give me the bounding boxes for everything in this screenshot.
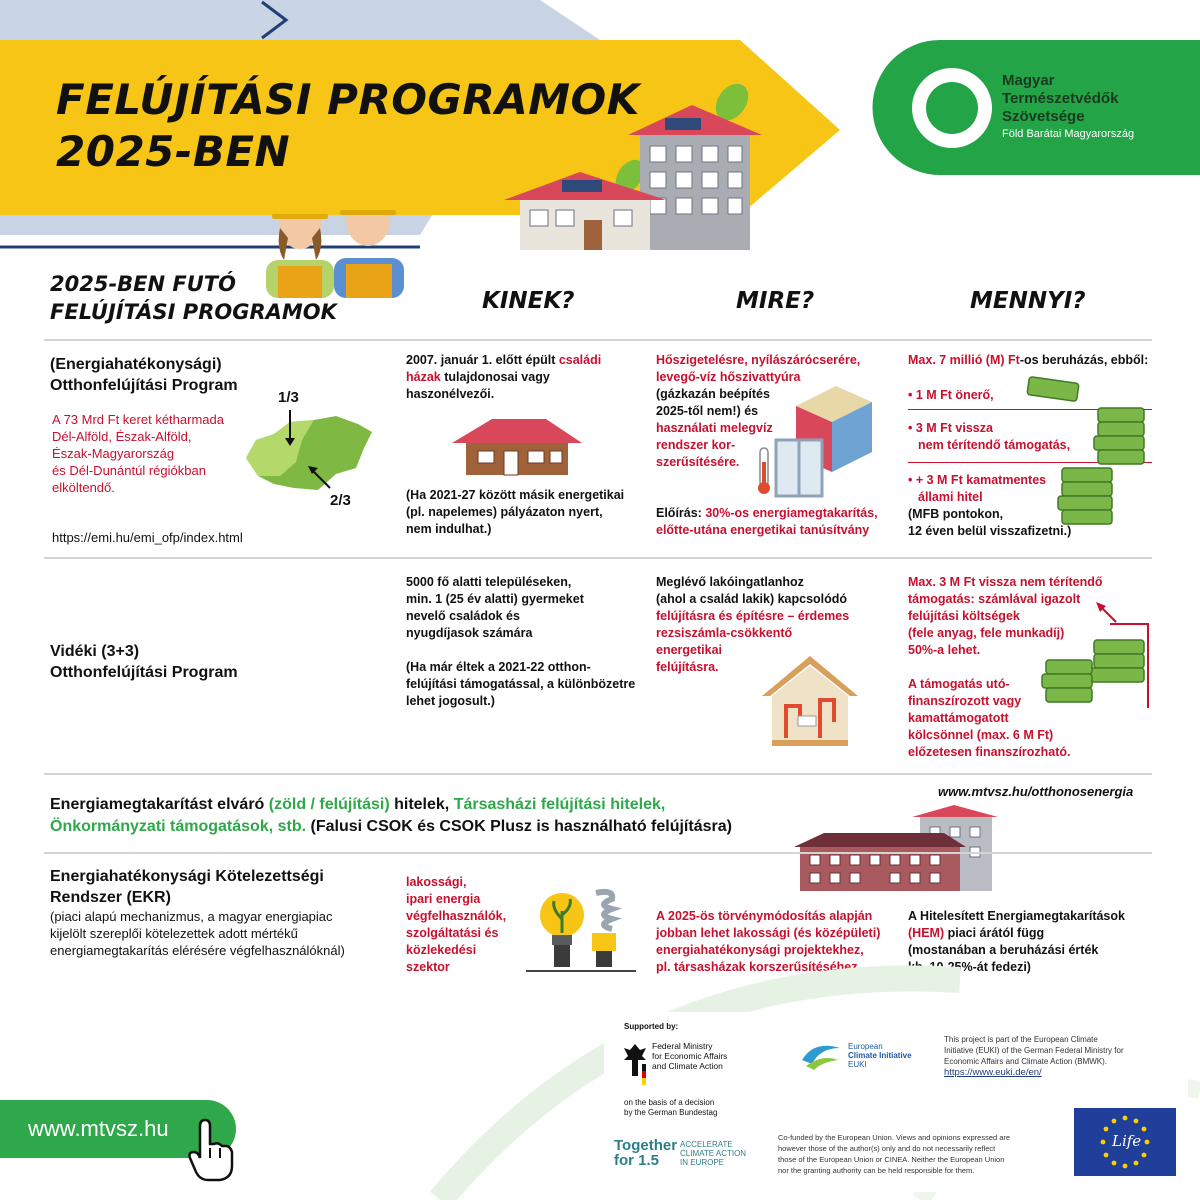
loans-text-c: hitelek, (389, 796, 454, 813)
apartment-blocks-icon (794, 805, 1000, 893)
euki-line-3: EUKI (848, 1060, 867, 1069)
insulation-window-icon (756, 382, 878, 500)
who-text-a: 2007. január 1. előtt épült (406, 353, 559, 367)
who-text-c: házak (406, 370, 441, 384)
program1-name-line-2: Otthonfelújítási Program (50, 377, 238, 394)
life-label: Life (1112, 1132, 1142, 1150)
euki-logo-icon (800, 1038, 842, 1072)
title-line-1: FELÚJÍTÁSI PROGRAMOK (56, 75, 640, 124)
column-header-who: KINEK? (482, 288, 575, 314)
bundestag-line-2: by the German Bundestag (624, 1108, 718, 1117)
who-note-line-2: (pl. napelemes) pályázaton nyert, (406, 505, 603, 519)
program2-name (50, 641, 238, 683)
org-logo-text (1002, 72, 1134, 142)
budget-line-5: elköltendő. (52, 480, 115, 495)
p2-who-line-3: nevelő családok és (406, 609, 520, 623)
eu-life-flag (1074, 1108, 1176, 1176)
program2-who (406, 574, 646, 642)
org-name-line-2: Természetvédők (1002, 90, 1119, 107)
program2-who-note (406, 659, 646, 710)
map-label-two-thirds: 2/3 (330, 492, 351, 509)
p2-money-line-10: előzetesen finanszírozható. (908, 745, 1071, 759)
buildings-illustration (500, 80, 770, 252)
euki-text-line-2: Initiative (EUKI) of the German Federal Ministry for (944, 1046, 1124, 1055)
accel-line-2: CLIMATE ACTION (680, 1149, 747, 1158)
p2-who-line-2: min. 1 (25 év alatti) gyermeket (406, 592, 584, 606)
p2-who-note-3: lehet jogosult.) (406, 694, 495, 708)
grant-line-2: nem térítendő támogatás, (918, 438, 1071, 452)
p2-money-line-2: támogatás: számlával igazolt (908, 592, 1081, 606)
program1-requirement (656, 505, 896, 539)
program1-name-line-1: (Energiahatékonysági) (50, 356, 222, 373)
programs-header-line-2: FELÚJÍTÁSI PROGRAMOK (50, 300, 337, 324)
budget-line-2: Dél-Alföld, Észak-Alföld, (52, 429, 192, 444)
ekr-what-line-2: jobban lehet lakossági (és középületi) (656, 926, 881, 940)
money-growth-icon (1036, 600, 1152, 712)
eu-disclaimer (778, 1132, 1068, 1176)
together-line-1: Together (614, 1137, 678, 1154)
bundestag-line-1: on the basis of a decision (624, 1098, 715, 1107)
money-intro-a: Max. 7 millió (M) Ft (908, 353, 1020, 367)
budget-line-4: és Dél-Dunántúl régiókban (52, 463, 206, 478)
what-line-2: levegő-víz hőszivattyúra (656, 370, 801, 384)
ministry-line-2: for Economic Affairs (652, 1051, 728, 1061)
program1-link[interactable]: https://emi.hu/emi_ofp/index.html (52, 530, 243, 545)
loans-text-b: (zöld / felújítási) (268, 796, 390, 813)
p2-what-line-2: (ahol a család lakik) kapcsolódó (656, 592, 848, 606)
ekr-who-line-6: szektor (406, 960, 450, 974)
p2-what-line-3: felújításra és építésre – érdemes (656, 609, 850, 623)
ekr-money-line-3: (mostanában a beruházási érték (908, 943, 1099, 957)
who-note-line-1: (Ha 2021-27 között másik energetikai (406, 488, 625, 502)
program1-name (50, 354, 238, 396)
p2-what-line-4: rezsiszámla-csökkentő (656, 626, 793, 640)
divider-4 (44, 852, 1152, 854)
what-line-6: rendszer kor- (656, 438, 736, 452)
what-line-1: Hőszigetelésre, nyílászárócserére, (656, 353, 861, 367)
program2-name-line-2: Otthonfelújítási Program (50, 664, 238, 681)
what-line-3: (gázkazán beépítés (656, 387, 770, 401)
req-text-c: előtte-utána energetikai tanúsítvány (656, 523, 870, 537)
budget-line-1: A 73 Mrd Ft keret kétharmada (52, 412, 224, 427)
ekr-desc-line-2: kijelölt szereplői kötelezettek adott mértékű (50, 926, 298, 941)
ministry-line-1: Federal Ministry (652, 1041, 713, 1051)
otthonosenergia-link[interactable]: www.mtvsz.hu/otthonosenergia (938, 784, 1134, 799)
ekr-who-line-1: lakossági, (406, 875, 467, 889)
who-note-line-3: nem indulhat.) (406, 522, 492, 536)
eu-line-3: those of the European Union or CINEA. Neither the European Union (778, 1155, 1005, 1164)
column-header-how-much: MENNYI? (970, 288, 1086, 314)
budget-line-3: Észak-Magyarország (52, 446, 175, 461)
heated-house-icon (760, 652, 860, 748)
accelerate-text (680, 1140, 746, 1167)
ekr-description (50, 908, 345, 959)
p2-money-line-3: felújítási költségek (908, 609, 1020, 623)
column-header-what: MIRE? (736, 288, 815, 314)
accel-line-3: IN EUROPE (680, 1158, 725, 1167)
p2-who-note-1: (Ha már éltek a 2021-22 otthon- (406, 660, 591, 674)
program2-name-line-1: Vidéki (3+3) (50, 643, 140, 660)
loan-line-3: (MFB pontokon, (908, 507, 1004, 521)
what-line-4: 2025-től nem!) és (656, 404, 759, 418)
accel-line-1: ACCELERATE (680, 1140, 733, 1149)
ekr-money-line-4: kb. 10-25%-át fedezi) (908, 960, 1031, 974)
program1-who-note (406, 487, 636, 538)
divider-3 (44, 773, 1152, 775)
map-arrows (280, 408, 340, 498)
ekr-name (50, 866, 324, 908)
who-text-b: családi (558, 353, 602, 367)
p2-what-line-1: Meglévő lakóingatlanhoz (656, 575, 804, 589)
p2-who-line-1: 5000 fő alatti településeken, (406, 575, 572, 589)
family-house-icon (452, 415, 582, 477)
website-button-label: www.mtvsz.hu (28, 1116, 169, 1141)
req-label: Előírás: (656, 506, 706, 520)
divider-1 (44, 339, 1152, 341)
bundestag-note (624, 1098, 717, 1118)
p2-who-note-2: felújítási támogatással, a különbözetre (406, 677, 636, 691)
programs-header-line-1: 2025-BEN FUTÓ (50, 272, 236, 296)
loans-text-e: Önkormányzati támogatások, stb. (50, 818, 307, 835)
p2-money-line-9: kölcsönnel (max. 6 M Ft) (908, 728, 1054, 742)
ekr-who-line-4: szolgáltatási és (406, 926, 499, 940)
program1-budget (52, 411, 224, 496)
eu-line-4: nor the granting authority can be held responsible for them. (778, 1166, 975, 1175)
ekr-money-line-2: piaci árától függ (944, 926, 1045, 940)
ministry-line-3: and Climate Action (652, 1061, 723, 1071)
euki-link[interactable]: https://www.euki.de/en/ (944, 1067, 1042, 1078)
german-eagle-icon (622, 1042, 648, 1086)
p2-money-line-5: 50%-a lehet. (908, 643, 981, 657)
programs-column-header (50, 270, 337, 326)
euki-line-2: Climate Initiative (848, 1051, 912, 1060)
grant-line-1: • 3 M Ft vissza (908, 421, 993, 435)
euki-text-line-1: This project is part of the European Climate (944, 1035, 1098, 1044)
program1-money-intro (908, 352, 1158, 369)
ekr-desc-line-1: (piaci alapú mechanizmus, a magyar energiapiac (50, 909, 333, 924)
pointer-hand-icon (186, 1118, 236, 1182)
loan-line-1: • + 3 M Ft kamatmentes (908, 473, 1047, 487)
money-intro-b: -os beruházás, ebből: (1019, 353, 1149, 367)
what-line-5: használati melegvíz (656, 421, 773, 435)
p2-money-line-7: finanszírozott vagy (908, 694, 1022, 708)
ministry-name (652, 1041, 727, 1071)
divider-2 (44, 557, 1152, 559)
euki-line-1: European (848, 1042, 883, 1051)
loan-line-4: 12 éven belül visszafizetni.) (908, 524, 1072, 538)
loans-text-a: Energiamegtakarítást elváró (50, 796, 269, 813)
eu-line-2: however those of the author(s) only and do not necessarily reflect (778, 1144, 996, 1153)
map-label-one-third: 1/3 (278, 389, 299, 406)
ekr-money-hem: (HEM) (908, 926, 945, 940)
ekr-who-line-5: közlekedési (406, 943, 477, 957)
ekr-money-line-1: A Hitelesített Energiamegtakarítások (908, 909, 1125, 923)
p2-money-line-4: (fele anyag, fele munkadíj) (908, 626, 1065, 640)
loans-text-d: Társasházi felújítási hitelek, (453, 796, 666, 813)
together-logo (614, 1138, 677, 1168)
euki-text-line-3: Economic Affairs and Climate Action (BMWK). (944, 1057, 1108, 1066)
program1-who (406, 352, 636, 403)
supported-by-label: Supported by: (624, 1022, 679, 1031)
title-line-2: 2025-BEN (56, 127, 291, 176)
ekr-desc-line-3: energiamegtakarítás elérésére végfelhasználóknál) (50, 943, 345, 958)
ekr-what-line-3: energiahatékonysági projektekhez, (656, 943, 864, 957)
p2-what-line-6: felújításra. (656, 660, 719, 674)
org-name-line-3: Szövetsége (1002, 108, 1085, 125)
loans-text-f: (Falusi CSOK és CSOK Plusz is használható felújításra) (306, 818, 732, 835)
org-subtitle: Föld Barátai Magyarország (1002, 128, 1135, 140)
euki-project-text (944, 1034, 1124, 1078)
ekr-who-line-3: végfelhasználók, (406, 909, 507, 923)
p2-what-line-5: energetikai (656, 643, 723, 657)
org-name-line-1: Magyar (1002, 72, 1055, 89)
who-text-d: tulajdonosai vagy haszonélvezői. (406, 370, 550, 401)
loans-text (50, 794, 810, 838)
together-line-2: for 1.5 (614, 1152, 660, 1169)
ekr-who-line-2: ipari energia (406, 892, 481, 906)
ekr-what-line-1: A 2025-ös törvénymódosítás alapján (656, 909, 873, 923)
p2-who-line-4: nyugdíjasok számára (406, 626, 533, 640)
money-stack-icon (1018, 374, 1152, 534)
req-text-b: 30%-os energiamegtakarítás, (705, 506, 878, 520)
money-item-own-contribution: • 1 M Ft önerő, (908, 388, 994, 402)
euki-name (848, 1042, 912, 1069)
p2-money-line-1: Max. 3 M Ft vissza nem térítendő (908, 575, 1103, 589)
loan-line-2: állami hitel (918, 490, 983, 504)
ekr-what-line-4: pl. társasházak korszerűsítéséhez. (656, 960, 861, 974)
ekr-name-line-2: Rendszer (EKR) (50, 889, 171, 906)
p2-money-line-6: A támogatás utó- (908, 677, 1010, 691)
what-line-7: szerűsítésére. (656, 455, 740, 469)
ekr-name-line-1: Energiahatékonysági Kötelezettségi (50, 868, 324, 885)
eu-line-1: Co-funded by the European Union. Views and opinions expressed are (778, 1133, 1011, 1142)
p2-money-line-8: kamattámogatott (908, 711, 1009, 725)
